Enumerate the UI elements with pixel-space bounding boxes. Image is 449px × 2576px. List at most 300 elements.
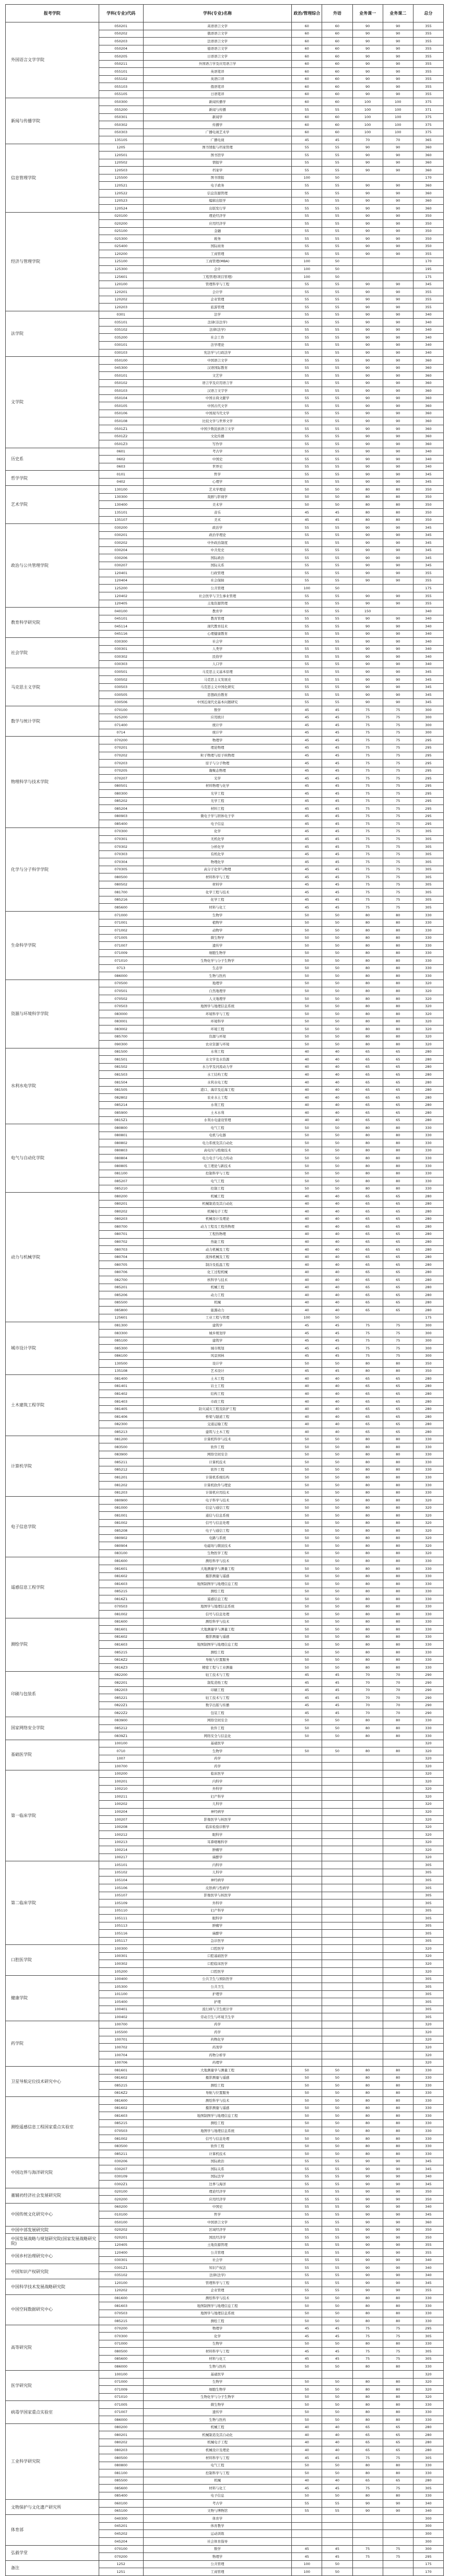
- name-cell: 生物学: [143, 1747, 292, 1755]
- language-cell: 45: [322, 827, 352, 835]
- name-cell: 地理学: [143, 980, 292, 987]
- politics-cell: 45: [292, 1337, 322, 1345]
- table-row: [6, 827, 444, 835]
- subject-1-cell: 90: [352, 592, 383, 600]
- politics-cell: 40: [292, 1208, 322, 1216]
- subject-2-cell: 90: [383, 683, 413, 691]
- language-cell: 60: [322, 113, 352, 121]
- total-cell: 295: [413, 790, 443, 798]
- code-cell: 050205: [99, 53, 143, 61]
- code-cell: 1252: [99, 2560, 143, 2568]
- code-cell: 085215: [99, 2317, 143, 2325]
- politics-cell: 60: [292, 60, 322, 68]
- language-cell: 60: [322, 60, 352, 68]
- language-cell: 55: [322, 410, 352, 417]
- subject-1-cell: [352, 2059, 383, 2067]
- total-cell: 330: [413, 957, 443, 965]
- subject-2-cell: [383, 258, 413, 265]
- politics-cell: [292, 1952, 322, 1960]
- language-cell: 55: [322, 311, 352, 319]
- subject-2-cell: 75: [383, 2485, 413, 2492]
- code-cell: 0816Z1: [99, 1595, 143, 1603]
- total-cell: 330: [413, 1185, 443, 1193]
- subject-1-cell: 90: [352, 372, 383, 380]
- politics-cell: 55: [292, 562, 322, 569]
- total-cell: 320: [413, 1846, 443, 1854]
- total-cell: 170: [413, 258, 443, 265]
- total-cell: 305: [413, 889, 443, 896]
- politics-cell: [292, 1800, 322, 1808]
- language-cell: [322, 1892, 352, 1899]
- language-cell: [322, 2515, 352, 2523]
- language-cell: 55: [322, 379, 352, 387]
- subject-1-cell: [352, 1915, 383, 1922]
- subject-2-cell: 90: [383, 676, 413, 684]
- total-cell: 340: [413, 319, 443, 327]
- subject-1-cell: 65: [352, 2423, 383, 2431]
- subject-2-cell: 80: [383, 1162, 413, 1170]
- language-cell: 50: [322, 1132, 352, 1139]
- subject-1-cell: 90: [352, 471, 383, 479]
- subject-1-cell: 80: [352, 911, 383, 919]
- name-cell: 麻醉学: [143, 1854, 292, 1861]
- code-cell: 120523: [99, 197, 143, 205]
- name-cell: 水利水电工程: [143, 1079, 292, 1087]
- dept-cell: 中国传统文化研究中心: [6, 2203, 99, 2226]
- code-cell: 0402: [99, 478, 143, 486]
- total-cell: 280: [413, 2477, 443, 2485]
- subject-1-cell: 100: [352, 129, 383, 136]
- name-cell: 化学工程与技术: [143, 889, 292, 896]
- politics-cell: 50: [292, 2492, 322, 2500]
- name-cell: 中国少数民族语言文学: [143, 425, 292, 433]
- code-cell: 100217: [99, 1854, 143, 1861]
- code-cell: 045101: [99, 615, 143, 623]
- language-cell: [322, 1808, 352, 1816]
- politics-cell: 40: [292, 2477, 322, 2485]
- subject-1-cell: 90: [352, 296, 383, 304]
- subject-2-cell: 80: [383, 2401, 413, 2409]
- politics-cell: 45: [292, 1671, 322, 1679]
- politics-cell: 50: [292, 1595, 322, 1603]
- language-cell: 55: [322, 364, 352, 372]
- name-cell: 建筑与土木工程: [143, 1428, 292, 1436]
- code-cell: 120503: [99, 167, 143, 174]
- name-cell: 生物学: [143, 2378, 292, 2386]
- subject-1-cell: 80: [352, 1367, 383, 1375]
- total-cell: 345: [413, 562, 443, 569]
- total-cell: 280: [413, 1063, 443, 1071]
- name-cell: 人口学: [143, 660, 292, 668]
- name-cell: 教育管理: [143, 615, 292, 623]
- subject-2-cell: 80: [383, 2294, 413, 2302]
- subject-2-cell: 80: [383, 1489, 413, 1497]
- name-cell: 外科学: [143, 1785, 292, 1793]
- code-cell: 055200: [99, 106, 143, 114]
- subject-1-cell: 90: [352, 638, 383, 646]
- total-cell: 330: [413, 934, 443, 942]
- language-cell: [322, 2052, 352, 2059]
- subject-1-cell: 90: [352, 2226, 383, 2234]
- name-cell: 电力电子与电力传动: [143, 1155, 292, 1162]
- dept-cell: 政治与公共管理学院: [6, 524, 99, 608]
- name-cell: 药理学: [143, 2059, 292, 2067]
- politics-cell: 50: [292, 1162, 322, 1170]
- total-cell: 295: [413, 2553, 443, 2561]
- politics-cell: 50: [292, 1139, 322, 1147]
- subject-2-cell: [383, 1960, 413, 1968]
- subject-1-cell: 75: [352, 904, 383, 912]
- total-cell: 355: [413, 296, 443, 304]
- subject-2-cell: 100: [383, 113, 413, 121]
- total-cell: 305: [413, 1915, 443, 1922]
- name-cell: 动物学: [143, 927, 292, 935]
- politics-cell: 55: [292, 691, 322, 699]
- name-cell: 大地测量学与测量工程: [143, 1565, 292, 1573]
- politics-cell: 55: [292, 2181, 322, 2188]
- code-cell: 070301: [99, 835, 143, 843]
- dept-cell: 哲学学院: [6, 471, 99, 486]
- table-header: [6, 5, 444, 22]
- code-cell: 081002: [99, 1611, 143, 1618]
- name-cell: 档案学: [143, 167, 292, 174]
- total-cell: 290: [413, 1709, 443, 1717]
- language-cell: [322, 1998, 352, 2006]
- name-cell: 美术: [143, 516, 292, 524]
- subject-2-cell: [383, 1952, 413, 1960]
- total-cell: 340: [413, 456, 443, 463]
- code-cell: 020201: [99, 2234, 143, 2242]
- name-cell: 微生物学: [143, 2401, 292, 2409]
- subject-1-cell: [352, 1998, 383, 2006]
- subject-1-cell: 80: [352, 1033, 383, 1041]
- dept-cell: 文学院: [6, 357, 99, 448]
- politics-cell: 55: [292, 676, 322, 684]
- dept-cell: 病毒学国家重点实验室: [6, 2401, 99, 2424]
- name-cell: 国际关系: [143, 2165, 292, 2173]
- code-cell: 0816Z3: [99, 1664, 143, 1672]
- code-cell: 085400: [99, 820, 143, 828]
- name-cell: 日语笔译: [143, 90, 292, 98]
- subject-2-cell: 90: [383, 326, 413, 334]
- subject-1-cell: 65: [352, 1253, 383, 1261]
- total-cell: 330: [413, 1451, 443, 1459]
- subject-2-cell: 90: [383, 2226, 413, 2234]
- language-cell: [322, 1755, 352, 1763]
- language-cell: 50: [322, 1459, 352, 1466]
- code-cell: 101100: [99, 1990, 143, 1998]
- name-cell: 热能工程: [143, 1238, 292, 1246]
- politics-cell: [292, 1922, 322, 1930]
- subject-1-cell: 65: [352, 1079, 383, 1087]
- politics-cell: 45: [292, 1679, 322, 1687]
- subject-2-cell: 80: [383, 1124, 413, 1132]
- politics-cell: 45: [292, 714, 322, 721]
- subject-2-cell: 80: [383, 2142, 413, 2150]
- code-cell: 070500: [99, 980, 143, 987]
- dept-cell: 中国中部发展研究院: [6, 2226, 99, 2234]
- subject-2-cell: 80: [383, 1139, 413, 1147]
- subject-1-cell: 65: [352, 1276, 383, 1284]
- subject-1-cell: 65: [352, 1382, 383, 1390]
- language-cell: 40: [322, 1230, 352, 1238]
- total-cell: 375: [413, 121, 443, 129]
- subject-1-cell: 65: [352, 2439, 383, 2446]
- language-cell: 45: [322, 782, 352, 790]
- politics-cell: 55: [292, 197, 322, 205]
- name-cell: 国际法学: [143, 2173, 292, 2181]
- politics-cell: 45: [292, 2355, 322, 2363]
- language-cell: 50: [322, 2568, 352, 2576]
- code-cell: 0302Z1: [99, 2181, 143, 2188]
- subject-1-cell: 80: [352, 2104, 383, 2112]
- politics-cell: 55: [292, 653, 322, 661]
- subject-2-cell: 80: [383, 1732, 413, 1740]
- language-cell: 45: [322, 1709, 352, 1717]
- language-cell: 55: [322, 227, 352, 235]
- code-cell: 100701: [99, 2036, 143, 2044]
- politics-cell: 50: [292, 1717, 322, 1724]
- language-cell: 40: [322, 2431, 352, 2439]
- subject-1-cell: 80: [352, 1732, 383, 1740]
- politics-cell: [292, 1899, 322, 1907]
- politics-cell: 45: [292, 1322, 322, 1330]
- language-cell: 45: [322, 889, 352, 896]
- politics-cell: 100: [292, 2568, 322, 2576]
- subject-2-cell: 90: [383, 2165, 413, 2173]
- name-cell: 管理科学与工程: [143, 281, 292, 288]
- subject-1-cell: 75: [352, 1352, 383, 1360]
- subject-2-cell: [383, 2059, 413, 2067]
- subject-1-cell: 80: [352, 972, 383, 980]
- subject-2-cell: 90: [383, 38, 413, 45]
- language-cell: [322, 2059, 352, 2067]
- subject-1-cell: 80: [352, 2317, 383, 2325]
- code-cell: 070207: [99, 775, 143, 783]
- language-cell: 55: [322, 394, 352, 402]
- name-cell: 语言学及应用语言学: [143, 379, 292, 387]
- total-cell: 320: [413, 1770, 443, 1778]
- name-cell: 传播学: [143, 121, 292, 129]
- code-cell: 085207: [99, 1178, 143, 1185]
- subject-1-cell: 65: [352, 1284, 383, 1291]
- total-cell: 340: [413, 463, 443, 471]
- language-cell: [322, 1763, 352, 1770]
- politics-cell: 45: [292, 760, 322, 767]
- subject-2-cell: 80: [383, 1466, 413, 1474]
- subject-1-cell: 75: [352, 2355, 383, 2363]
- language-cell: 45: [322, 760, 352, 767]
- subject-1-cell: 90: [352, 304, 383, 311]
- table-row: [6, 471, 444, 479]
- subject-2-cell: 90: [383, 159, 413, 167]
- subject-1-cell: 90: [352, 577, 383, 585]
- subject-1-cell: 65: [352, 1246, 383, 1254]
- politics-cell: 40: [292, 1405, 322, 1413]
- subject-2-cell: 65: [383, 1268, 413, 1276]
- name-cell: 计算机科学与技术: [143, 1436, 292, 1443]
- subject-1-cell: 90: [352, 379, 383, 387]
- politics-cell: 40: [292, 2439, 322, 2446]
- politics-cell: [292, 2530, 322, 2538]
- total-cell: 330: [413, 2067, 443, 2074]
- language-cell: 40: [322, 1405, 352, 1413]
- subject-2-cell: 90: [383, 2219, 413, 2227]
- total-cell: 320: [413, 980, 443, 987]
- subject-1-cell: 80: [352, 1580, 383, 1588]
- subject-2-cell: 90: [383, 402, 413, 410]
- politics-cell: 40: [292, 1048, 322, 1056]
- subject-2-cell: 90: [383, 227, 413, 235]
- language-cell: 40: [322, 1109, 352, 1117]
- politics-cell: 55: [292, 341, 322, 349]
- total-cell: 355: [413, 60, 443, 68]
- code-cell: 120201: [99, 288, 143, 296]
- code-cell: 050202: [99, 30, 143, 38]
- subject-2-cell: 80: [383, 1018, 413, 1025]
- subject-2-cell: 80: [383, 1451, 413, 1459]
- subject-2-cell: 80: [383, 2082, 413, 2090]
- code-cell: 135101: [99, 509, 143, 517]
- subject-2-cell: 80: [383, 1656, 413, 1664]
- code-cell: 100700: [99, 2021, 143, 2029]
- code-cell: 085213: [99, 1428, 143, 1436]
- subject-1-cell: 90: [352, 212, 383, 220]
- subject-2-cell: 80: [383, 1474, 413, 1482]
- total-cell: 305: [413, 873, 443, 881]
- total-cell: 320: [413, 1549, 443, 1557]
- code-cell: 045201: [99, 2522, 143, 2530]
- total-cell: 330: [413, 1572, 443, 1580]
- politics-cell: 45: [292, 1367, 322, 1375]
- politics-cell: 55: [292, 554, 322, 562]
- name-cell: 国际政治: [143, 2158, 292, 2165]
- subject-1-cell: 90: [352, 45, 383, 53]
- subject-1-cell: 75: [352, 881, 383, 889]
- language-cell: 50: [322, 1572, 352, 1580]
- code-cell: 020100: [99, 2188, 143, 2196]
- language-cell: 55: [322, 2211, 352, 2219]
- politics-cell: 45: [292, 1709, 322, 1717]
- name-cell: 马克思主义中国化研究: [143, 683, 292, 691]
- subject-1-cell: [352, 1945, 383, 1953]
- language-cell: 50: [322, 2119, 352, 2127]
- code-cell: 081201: [99, 1474, 143, 1482]
- subject-1-cell: 65: [352, 1109, 383, 1117]
- subject-1-cell: 80: [352, 2112, 383, 2120]
- table-row: [6, 357, 444, 365]
- name-cell: 测绘科学与技术: [143, 2294, 292, 2302]
- code-cell: 081402: [99, 1390, 143, 1398]
- subject-1-cell: 90: [352, 2211, 383, 2219]
- code-cell: 071400: [99, 721, 143, 729]
- politics-cell: 55: [292, 379, 322, 387]
- total-cell: 355: [413, 250, 443, 258]
- name-cell: 粒子物理与原子核物理: [143, 752, 292, 760]
- code-cell: 085208: [99, 1527, 143, 1535]
- name-cell: 数学: [143, 706, 292, 714]
- subject-1-cell: 65: [352, 1116, 383, 1124]
- politics-cell: 55: [292, 2211, 322, 2219]
- code-cell: 035101: [99, 319, 143, 327]
- subject-1-cell: 80: [352, 1003, 383, 1010]
- politics-cell: 50: [292, 1656, 322, 1664]
- total-cell: 360: [413, 190, 443, 197]
- dept-cell: 第二临床学院: [6, 1861, 99, 1945]
- language-cell: 45: [322, 767, 352, 775]
- code-cell: 085212: [99, 1466, 143, 1474]
- language-cell: 50: [322, 1178, 352, 1185]
- code-cell: 030505: [99, 691, 143, 699]
- subject-2-cell: 70: [383, 136, 413, 144]
- subject-1-cell: 80: [352, 964, 383, 972]
- politics-cell: 45: [292, 866, 322, 873]
- subject-1-cell: 90: [352, 2234, 383, 2242]
- subject-1-cell: 80: [352, 516, 383, 524]
- subject-2-cell: 75: [383, 904, 413, 912]
- code-cell: 070300: [99, 2333, 143, 2340]
- subject-1-cell: 90: [352, 2279, 383, 2287]
- code-cell: 080500: [99, 2454, 143, 2462]
- subject-2-cell: 90: [383, 2188, 413, 2196]
- subject-1-cell: [352, 2044, 383, 2052]
- subject-2-cell: 75: [383, 835, 413, 843]
- politics-cell: 45: [292, 2325, 322, 2333]
- politics-cell: 55: [292, 304, 322, 311]
- politics-cell: 55: [292, 182, 322, 190]
- name-cell: 电子信息: [143, 2492, 292, 2500]
- total-cell: 345: [413, 683, 443, 691]
- code-cell: 070305: [99, 866, 143, 873]
- language-cell: 50: [322, 1724, 352, 1732]
- total-cell: 375: [413, 98, 443, 106]
- code-cell: 0816Z2: [99, 2089, 143, 2097]
- language-cell: 45: [322, 509, 352, 517]
- language-cell: 55: [322, 433, 352, 440]
- code-cell: 0501Z1: [99, 425, 143, 433]
- code-cell: 070503: [99, 2310, 143, 2317]
- subject-2-cell: 90: [383, 2507, 413, 2515]
- language-cell: 45: [322, 843, 352, 851]
- name-cell: 药学: [143, 2029, 292, 2036]
- name-cell: 自然地理学: [143, 987, 292, 995]
- code-cell: 100201: [99, 1778, 143, 1786]
- total-cell: 280: [413, 1284, 443, 1291]
- name-cell: 法学理论: [143, 341, 292, 349]
- code-cell: 050105: [99, 402, 143, 410]
- name-cell: 边界与海洋: [143, 2181, 292, 2188]
- total-cell: 330: [413, 1649, 443, 1657]
- language-cell: 50: [322, 1580, 352, 1588]
- name-cell: 英语语言文学: [143, 22, 292, 30]
- name-cell: 公共管理: [143, 2560, 292, 2568]
- name-cell: 风景园林: [143, 1352, 292, 1360]
- subject-2-cell: 80: [383, 1588, 413, 1595]
- total-cell: 330: [413, 1459, 443, 1466]
- total-cell: 350: [413, 2226, 443, 2234]
- code-cell: 080502: [99, 881, 143, 889]
- language-cell: 50: [322, 2393, 352, 2401]
- subject-1-cell: 75: [352, 752, 383, 760]
- subject-2-cell: 65: [383, 1307, 413, 1314]
- subject-2-cell: 90: [383, 2173, 413, 2181]
- header-politics: 政治/管理综合: [292, 5, 322, 22]
- language-cell: 40: [322, 2439, 352, 2446]
- name-cell: 中国现当代文学: [143, 410, 292, 417]
- dept-cell: 法学院: [6, 311, 99, 356]
- subject-2-cell: 75: [383, 752, 413, 760]
- politics-cell: 55: [292, 250, 322, 258]
